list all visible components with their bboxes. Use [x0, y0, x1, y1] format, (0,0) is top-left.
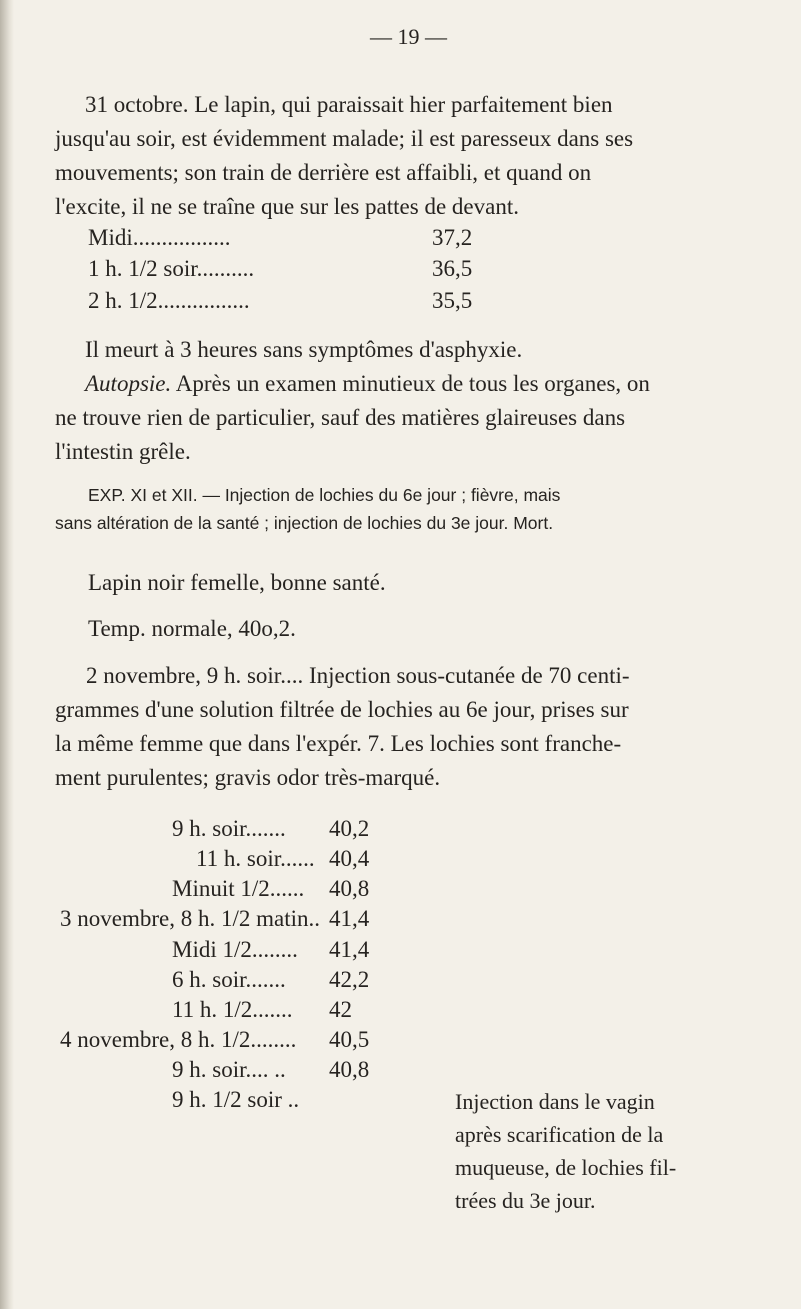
experiment-heading-cont — [55, 509, 553, 537]
temp-time: 11 h. soir...... — [196, 846, 315, 871]
text-line: jusqu'au soir, est évidemment malade; il est paresseux dans ses — [55, 126, 634, 151]
temp-value: 37,2 — [432, 225, 473, 250]
temp-time: 9 h. soir.... .. — [172, 1057, 286, 1082]
death-line: Il meurt à 3 heures sans symptômes d'asphyxie. — [85, 337, 523, 362]
temp-time: 6 h. soir....... — [172, 967, 286, 992]
temp-value: 35,5 — [432, 288, 473, 313]
temp-value: 42,2 — [329, 967, 370, 992]
page-number: — 19 — — [370, 24, 447, 49]
text-line: la même femme que dans l'expér. 7. Les lochies sont franche- — [55, 731, 622, 756]
injection-note — [455, 1085, 725, 1217]
temp-time: Midi 1/2........ — [172, 937, 298, 962]
temp-time: 4 novembre, 8 h. 1/2........ — [60, 1027, 297, 1052]
temp-value: 36,5 — [432, 256, 473, 281]
text-line: l'intestin grêle. — [55, 439, 191, 464]
text-line: après scarification de la — [455, 1122, 664, 1147]
temp-value: 41,4 — [329, 906, 370, 931]
temp-value: 41,4 — [329, 937, 370, 962]
temp-time: Minuit 1/2...... — [172, 876, 305, 901]
autopsy-line — [85, 367, 650, 401]
text-line: trées du 3e jour. — [455, 1188, 596, 1213]
temp-value: 40,4 — [329, 846, 370, 871]
temp-time: 1 h. 1/2 soir.......... — [88, 256, 255, 281]
rabbit-description: Lapin noir femelle, bonne santé. — [88, 570, 386, 595]
text-line: Injection dans le vagin — [455, 1089, 655, 1114]
temp-value: 40,2 — [329, 816, 370, 841]
temp-time: 3 novembre, 8 h. 1/2 matin.. — [60, 906, 320, 931]
temp-time: Midi................. — [88, 225, 231, 250]
experiment-heading — [88, 481, 560, 509]
text-line: l'excite, il ne se traîne que sur les pattes de devant. — [55, 194, 519, 219]
text-line: sans altération de la santé ; injection de lochies du 3e jour. Mort. — [55, 513, 554, 533]
text-line: grammes d'une solution filtrée de lochies au 6e jour, prises sur — [55, 697, 629, 722]
text-line: ment purulentes; gravis odor très-marqué. — [55, 765, 441, 790]
temp-value: 42 — [329, 997, 352, 1022]
autopsy-label: Autopsie. — [85, 371, 172, 396]
text-line: Après un examen minutieux de tous les organes, on — [171, 371, 650, 396]
paragraph-november-2-cont — [55, 693, 629, 795]
paragraph-november-2 — [86, 659, 630, 693]
temp-time: 9 h. 1/2 soir .. — [172, 1087, 300, 1112]
temp-value: 40,5 — [329, 1027, 370, 1052]
text-line: 2 novembre, 9 h. soir.... Injection sous-cutanée de 70 centi- — [86, 663, 630, 688]
text-line: 31 octobre. Le lapin, qui paraissait hier parfaitement bien — [85, 92, 613, 117]
temp-time: 9 h. soir....... — [172, 816, 286, 841]
paragraph-october-31 — [55, 88, 745, 224]
text-line: muqueuse, de lochies fil- — [455, 1155, 677, 1180]
text-line: mouvements; son train de derrière est affaibli, et quand on — [55, 160, 592, 185]
text-line: EXP. XI et XII. — Injection de lochies du 6e jour ; fièvre, mais — [88, 485, 561, 505]
autopsy-paragraph — [55, 401, 625, 469]
normal-temperature: Temp. normale, 40o,2. — [88, 616, 296, 641]
temp-value: 40,8 — [329, 1057, 370, 1082]
temp-time: 2 h. 1/2................ — [88, 288, 250, 313]
text-line: ne trouve rien de particulier, sauf des matières glaireuses dans — [55, 405, 626, 430]
temp-time: 11 h. 1/2....... — [172, 997, 293, 1022]
temp-value: 40,8 — [329, 876, 370, 901]
